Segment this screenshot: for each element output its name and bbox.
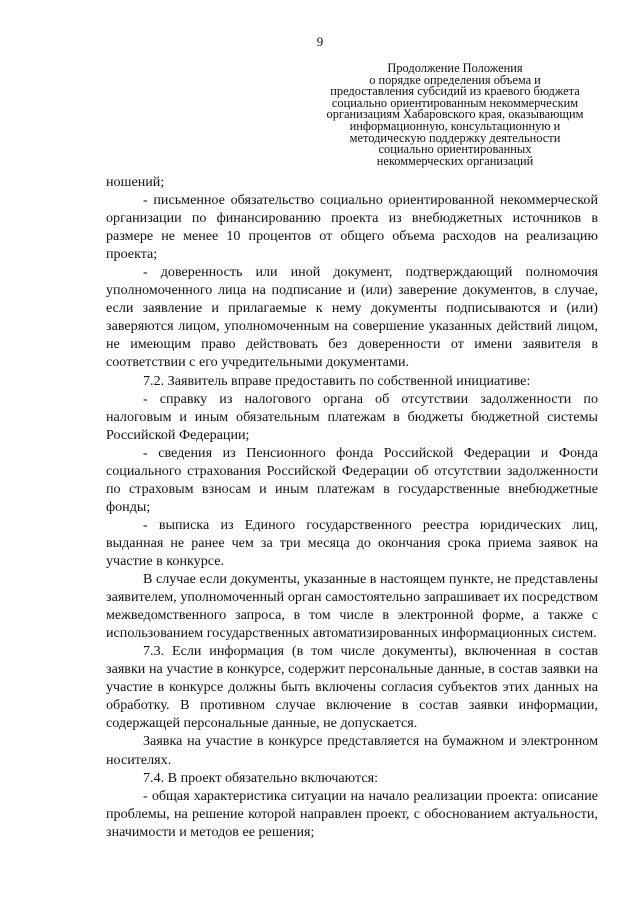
header-line: методическую поддержку деятельности	[349, 130, 561, 145]
document-body	[106, 173, 598, 841]
paragraph-pension-fund: - сведения из Пенсионного фонда Российской Федерации и Фонда социального страхования Российской Федерации об отсутствии задолженности по страховым взносам и иным платежам в государственные внебюджетные фонды;	[106, 444, 598, 515]
paragraph-7-4: 7.4. В проект обязательно включаются:	[143, 769, 378, 786]
paragraph-tax-certificate: - справку из налогового органа об отсутствии задолженности по налоговым и иным обязательным платежам в бюджеты бюджетной системы Российской Федерации;	[106, 390, 598, 443]
paragraph-financing-obligation: - письменное обязательство социально ориентированной некоммерческой организации по финансированию проекта из внебюджетных источников в размере не менее 10 процентов от общего объема расходов на реализацию проекта;	[106, 192, 598, 263]
paragraph-continuation: ношений;	[106, 174, 165, 190]
header-line: организациям Хабаровского края, оказывающим	[326, 107, 584, 122]
paragraph-project-characteristics: - общая характеристика ситуации на начало реализации проекта: описание проблемы, на решение которой направлен проект, с обоснованием актуальности, значимости и методов ее решения;	[106, 787, 598, 840]
header-line: Продолжение Положения	[387, 61, 523, 75]
header-line: предоставления субсидий из краевого бюджета	[330, 84, 580, 99]
paragraph-7-3: 7.3. Если информация (в том числе документы), включенная в состав заявки на участие в конкурсе, содержит персональные данные, в состав заявки на участие в конкурсе должны быть включены согласия субъектов этих данных на обработку. В противном случае включение в состав заявки информации, содержащей персональные данные, не допускается.	[106, 643, 598, 732]
header-line: некоммерческих организаций	[376, 153, 534, 168]
header-line: информационную, консультационную и	[349, 118, 561, 133]
paragraph-submission-media: Заявка на участие в конкурсе представляется на бумажном и электронном носителях.	[106, 733, 598, 768]
paragraph-7-2: 7.2. Заявитель вправе предоставить по собственной инициативе:	[143, 372, 531, 389]
header-line: социально ориентированных	[378, 142, 532, 157]
paragraph-interagency-request: В случае если документы, указанные в настоящем пункте, не представлены заявителем, уполномоченный орган самостоятельно запрашивает их посредством межведомственного запроса, в том числе в электронной форме, а также с использованием государственных автоматизированных информационных систем.	[106, 571, 598, 642]
paragraph-power-of-attorney: - доверенность или иной документ, подтверждающий полномочия уполномоченного лица на подписание и (или) заверение документов, в случае, если заявление и прилагаемые к нему документы подписываются и (или) заверяются лицом, уполномоченным на совершение указанных действий лицом, не имеющим право действовать без доверенности от имени заявителя в соответствии с его учредительными документами.	[106, 264, 598, 371]
header-line: о порядке определения объема и	[369, 72, 541, 87]
paragraph-registry-extract: - выписка из Единого государственного реестра юридических лиц, выданная не ранее чем за три месяца до окончания срока приема заявок на участие в конкурсе.	[106, 516, 598, 569]
header-line: социально ориентированным некоммерческим	[331, 95, 579, 110]
document-header-annotation	[320, 63, 590, 167]
page-number: 9	[316, 34, 324, 49]
